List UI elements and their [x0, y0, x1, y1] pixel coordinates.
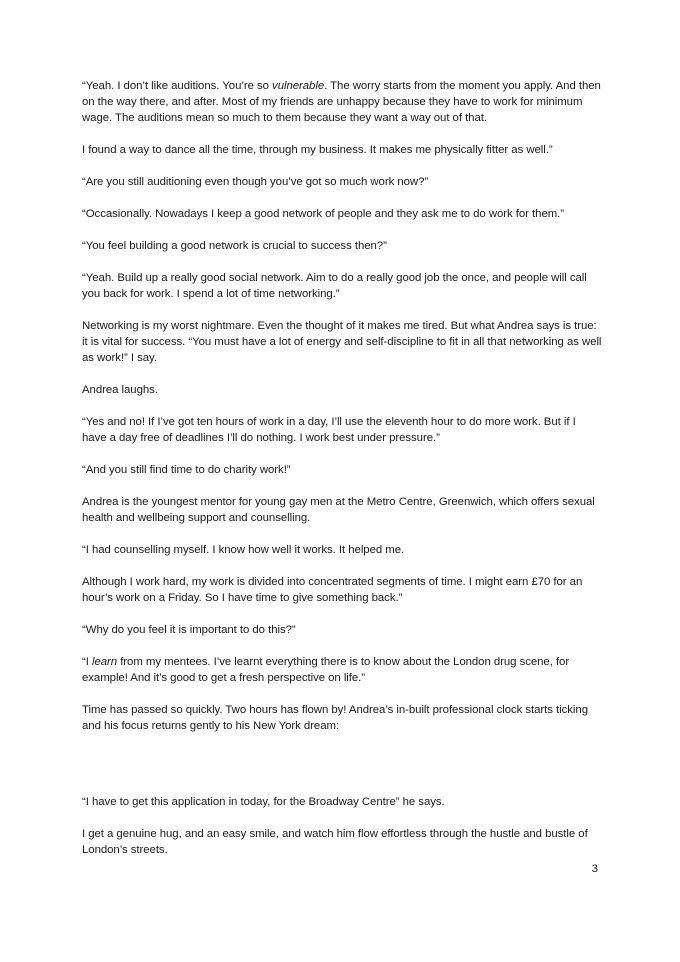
paragraph: Andrea is the youngest mentor for young gay men at the Metro Centre, Greenwich, which offers sexual health and wellbeing support and counselling. [82, 496, 595, 524]
paragraph: Although I work hard, my work is divided into concentrated segments of time. I might earn £70 for an hour’s work on a Friday. So I have time to give something back.” [82, 576, 583, 604]
paragraph: “I have to get this application in today, for the Broadway Centre” he says. [82, 796, 445, 808]
page-number: 3 [591, 863, 598, 875]
paragraph: “Yes and no! If I’ve got ten hours of work in a day, I’ll use the eleventh hour to do more work. But if I have a day free of deadlines I’ll do nothing. I work best under pressure.” [82, 416, 576, 444]
paragraph: “Occasionally. Nowadays I keep a good network of people and they ask me to do work for them.” [82, 208, 565, 220]
emphasis-text: vulnerable [272, 80, 325, 92]
paragraph: “Yeah. I don’t like auditions. You’re so vulnerable. The worry starts from the moment you apply. And then on the way there, and after. Most of my friends are unhappy because they have to work for minimum wage. The auditions mean so much to them because they want a way out of that. [82, 80, 601, 124]
paragraph: “Why do you feel it is important to do this?” [82, 624, 296, 636]
paragraph: “And you still find time to do charity work!” [82, 464, 291, 476]
paragraph: Networking is my worst nightmare. Even the thought of it makes me tired. But what Andrea says is true: it is vital for success. “You must have a lot of energy and self-discipline to fit in all that networking as well as work!” I say. [82, 320, 602, 364]
blank-space [82, 750, 602, 794]
paragraph: Andrea laughs. [82, 384, 158, 396]
paragraph: “Are you still auditioning even though you’ve got so much work now?” [82, 176, 429, 188]
body-text [82, 78, 602, 874]
paragraph: “You feel building a good network is crucial to success then?” [82, 240, 387, 252]
paragraph: I found a way to dance all the time, through my business. It makes me physically fitter as well.” [82, 144, 553, 156]
emphasis-text: learn [91, 656, 118, 668]
paragraph: I get a genuine hug, and an easy smile, and watch him flow effortless through the hustle and bustle of London’s streets. [82, 828, 588, 856]
paragraph: “Yeah. Build up a really good social network. Aim to do a really good job the once, and people will call you back for work. I spend a lot of time networking.” [82, 272, 587, 300]
paragraph: Time has passed so quickly. Two hours has flown by! Andrea’s in-built professional clock starts ticking and his focus returns gently to his New York dream: [82, 704, 588, 732]
paragraph: “I had counselling myself. I know how well it works. It helped me. [82, 544, 405, 556]
paragraph: “I learn from my mentees. I’ve learnt everything there is to know about the London drug scene, for example! And it’s good to get a fresh perspective on life.” [82, 656, 570, 684]
